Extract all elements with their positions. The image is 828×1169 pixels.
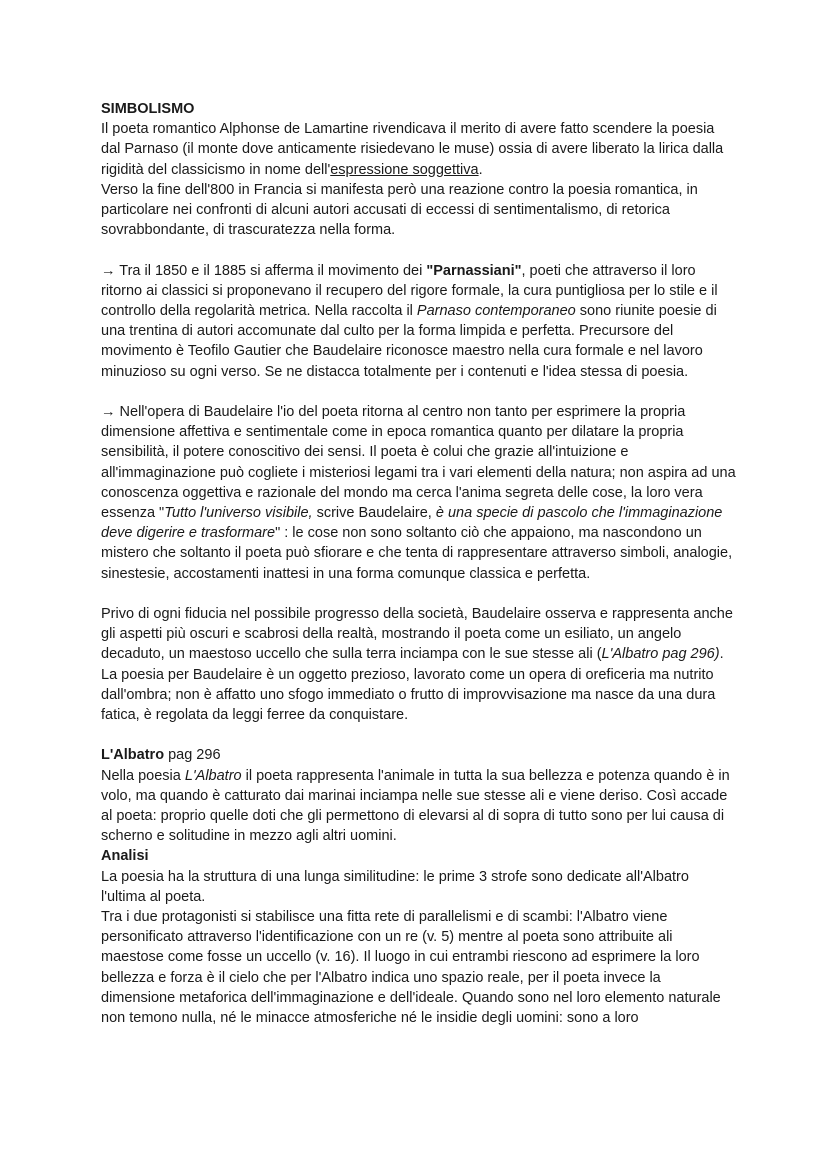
document-page [101, 99, 737, 1028]
paragraph-parnassiani [101, 261, 737, 382]
paragraph-struttura: La poesia ha la struttura di una lunga similitudine: le prime 3 strofe sono dedicate all'Albatro l'ultima al poeta. [101, 868, 689, 905]
paragraph-albatro-intro [101, 766, 737, 847]
bold-term: "Parnassiani" [426, 262, 522, 279]
italic-quote: è una specie di pascolo che l'immaginazione deve digerire e trasformare [101, 505, 723, 542]
paragraph-spacer [101, 382, 737, 402]
text-run: → Tra il 1850 e il 1885 si afferma il movimento dei [101, 262, 427, 279]
section-title-albatro [101, 745, 737, 765]
text-run: Il poeta romantico Alphonse de Lamartine rivendicava il merito di avere fatto scendere la poesia dal Parnaso (il monte dove anticamente risiedevano le muse) ossia di avere liberato la lirica dalla rigidità del classicismo in nome dell' [101, 121, 724, 178]
page-reference: pag 296 [164, 747, 221, 764]
albatro-title: L'Albatro [101, 747, 165, 764]
paragraph-spacer [101, 584, 737, 604]
paragraph-privo [101, 604, 737, 725]
text-run: , poeti che attraverso il loro ritorno ai classici si proponevano il recupero del rigore formale, la cura puntigliosa per lo stile e il controllo della regolarità metrica. Nella raccolta il [101, 262, 718, 320]
text-run: Nella poesia [101, 767, 185, 784]
italic-title: L'Albatro [184, 767, 242, 784]
text-run: → Nell'opera di Baudelaire l'io del poeta ritorna al centro non tanto per esprimere la propria dimensione affettiva e sentimentale come in epoca romantica quanto per dilatare la propria sensibilità, il potere conoscitivo dei sensi. Il poeta è colui che grazie all'intuizione e all'immaginazione può cogliete i misteriosi legami tra i vari elementi della natura; non aspira ad una conoscenza oggettiva e razionale del mondo ma cerca l'anima segreta delle cose, la loro vera essenza " [101, 404, 736, 522]
text-run: . [478, 161, 483, 178]
text-run: sono riunite poesie di una trentina di autori accomunate dal culto per la forma limpida e perfetta. Precursore del movimento è Teofilo Gautier che Baudelaire riconosce maestro nella cura formale e nel lavoro minuzioso su ogni verso. Se ne distacca totalmente per i contenuti e l'idea stessa di poesia. [101, 303, 717, 380]
paragraph-spacer [101, 240, 737, 260]
text-run: il poeta rappresenta l'animale in tutta la sua bellezza e potenza quando è in volo, ma quando è catturato dai marinai inciampa nelle sue stesse ali e viene deriso. Così accade al poeta: proprio quelle doti che gli permettono di elevarsi al di sopra di tutto sono per lui causa di scherno e solitudine in mezzo agli altri uomini. [101, 767, 730, 845]
text-run: . La poesia per Baudelaire è un oggetto prezioso, lavorato come un opera di oreficeria ma nutrito dall'ombra; non è affatto uno sfogo immediato o frutto di improvvisazione ma nasce da una dura fatica, è regolata da leggi ferree da conquistare. [101, 646, 724, 724]
section-title-simbolismo: SIMBOLISMO [101, 101, 195, 117]
text-run: Privo di ogni fiducia nel possibile progresso della società, Baudelaire osserva e rappresenta anche gli aspetti più oscuri e scabrosi della realtà, mostrando il poeta come un esiliato, un angelo decaduto, un maestoso uccello che sulla terra inciampa con le sue stesse ali ( [101, 606, 733, 663]
paragraph-reazione: Verso la fine dell'800 in Francia si manifesta però una reazione contro la poesia romantica, in particolare nei confronti di alcuni autori accusati di eccessi di sentimentalismo, di retorica sovrabbondante, di trascuratezza nella forma. [101, 181, 698, 239]
text-run: " : le cose non sono soltanto ciò che appaiono, ma nascondono un mistero che soltanto il poeta può sfiorare e che tenta di rappresentare attraverso simboli, analogie, sinestesie, accostamenti inattesi in una forma comunque classica e perfetta. [101, 525, 733, 582]
italic-title: Parnaso contemporaneo [416, 303, 576, 320]
paragraph-parallelismi: Tra i due protagonisti si stabilisce una fitta rete di parallelismi e di scambi: l'Albatro viene personificato attraverso l'identificazione con un re (v. 5) mentre al poeta sono attribuite ali maestose come fosse un uccello (v. 16). Il luogo in cui entrambi riescono ad esprimere la loro bellezza e forza è il cielo che per l'Albatro indica uno spazio reale, per il poeta invece la dimensione metaforica dell'immaginazione e dell'ideale. Quando sono nel loro elemento naturale non temono nulla, né le minacce atmosferiche né le insidie degli uomini: sono a loro [101, 909, 721, 1027]
italic-reference: L'Albatro pag 296) [601, 646, 720, 663]
paragraph-baudelaire [101, 402, 737, 584]
paragraph-lamartine [101, 119, 737, 180]
underlined-term: espressione soggettiva [330, 161, 479, 178]
subsection-title-analisi: Analisi [101, 848, 149, 865]
paragraph-spacer [101, 725, 737, 745]
text-run: scrive Baudelaire, [312, 505, 436, 522]
italic-quote: Tutto l'universo visibile, [164, 505, 313, 522]
